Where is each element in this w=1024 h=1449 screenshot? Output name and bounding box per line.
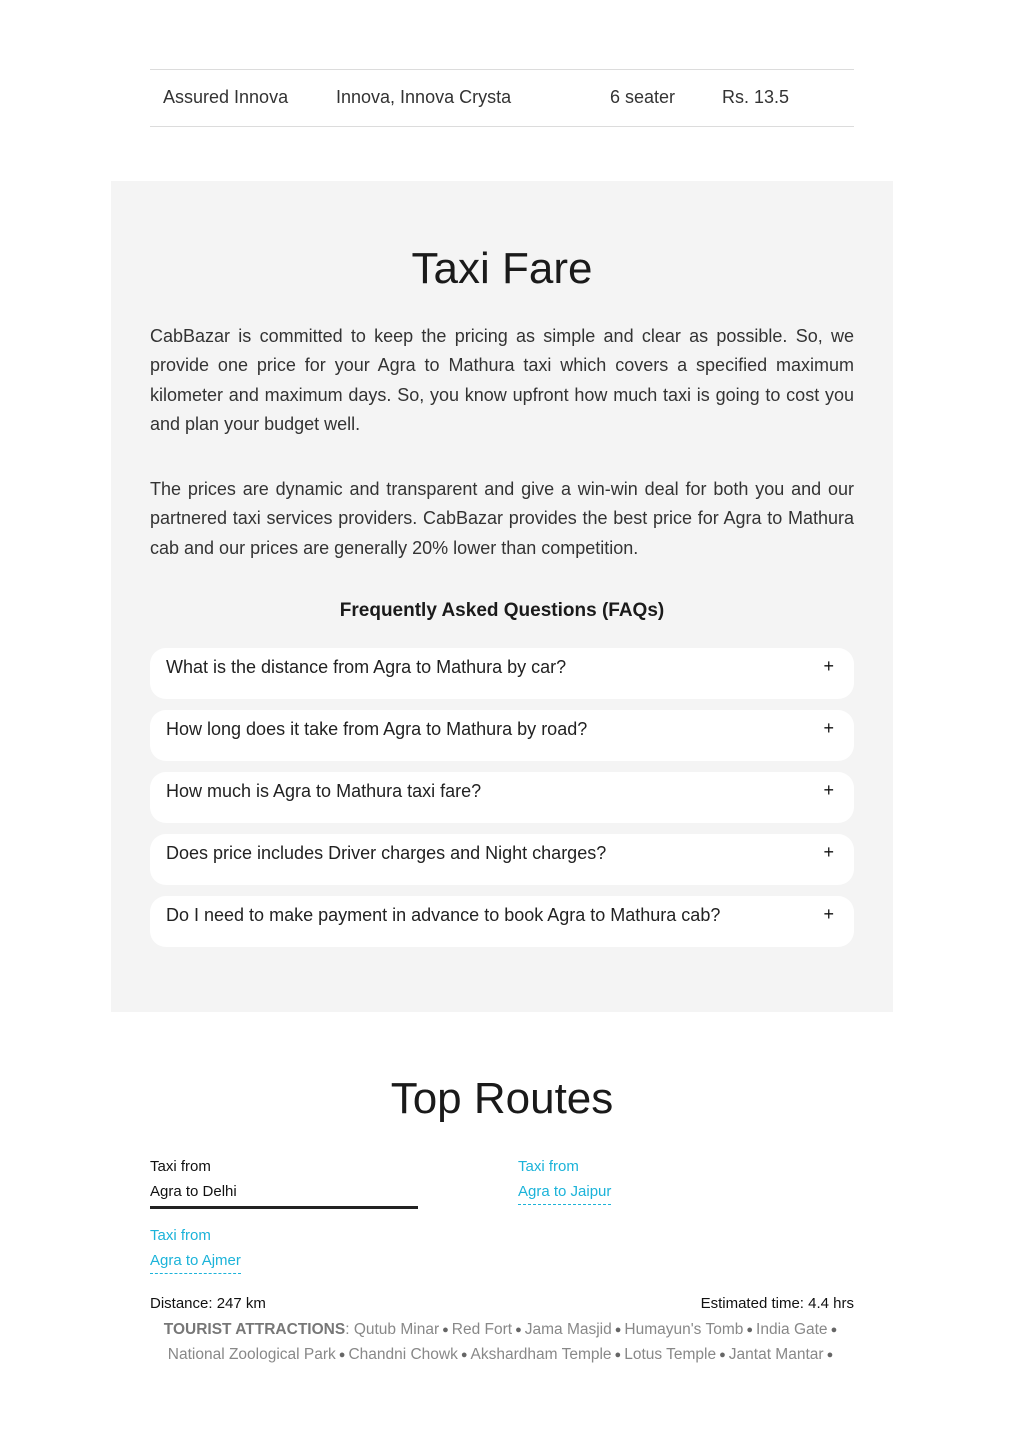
faq-question: Does price includes Driver charges and Night charges? xyxy=(166,843,607,863)
bullet-icon: ● xyxy=(719,1349,726,1361)
route-tab-line2: Agra to Delhi xyxy=(150,1183,237,1200)
route-tab-line1: Taxi from xyxy=(518,1158,579,1175)
attraction: Jama Masjid xyxy=(524,1321,612,1338)
route-tab-line1: Taxi from xyxy=(150,1227,211,1244)
route-tab-line2: Agra to Jaipur xyxy=(518,1183,612,1200)
attraction: Lotus Temple xyxy=(624,1346,717,1363)
expand-plus-icon[interactable]: + xyxy=(823,718,834,738)
bullet-icon: ● xyxy=(830,1324,838,1336)
route-tab-line2: Agra to Ajmer xyxy=(150,1252,241,1269)
faq-question: How much is Agra to Mathura taxi fare? xyxy=(166,781,482,801)
attraction: India Gate xyxy=(756,1321,828,1338)
expand-plus-icon[interactable]: + xyxy=(823,780,834,800)
route-tab-agra-jaipur[interactable] xyxy=(518,1154,611,1205)
bullet-icon: ● xyxy=(826,1349,834,1361)
cab-category: Assured Innova xyxy=(163,87,289,107)
route-estimated-time: Estimated time: 4.4 hrs xyxy=(700,1295,854,1312)
bullet-icon: ● xyxy=(338,1349,346,1361)
faq-item-charges[interactable] xyxy=(150,834,854,885)
fare-table-row xyxy=(150,69,854,127)
expand-plus-icon[interactable]: + xyxy=(823,842,834,862)
faq-item-distance[interactable] xyxy=(150,648,854,699)
attraction: Red Fort xyxy=(451,1321,513,1338)
bullet-icon: ● xyxy=(460,1349,468,1361)
attraction: Qutub Minar xyxy=(353,1321,440,1338)
bullet-icon: ● xyxy=(442,1324,449,1336)
faq-item-fare[interactable] xyxy=(150,772,854,823)
route-distance: Distance: 247 km xyxy=(150,1295,266,1312)
attraction: Jantat Mantar xyxy=(728,1346,824,1363)
faq-question: What is the distance from Agra to Mathura by car? xyxy=(166,657,567,677)
attraction: Humayun's Tomb xyxy=(624,1321,744,1338)
faq-question: How long does it take from Agra to Mathura by road? xyxy=(166,719,588,739)
attraction: Akshardham Temple xyxy=(470,1346,612,1363)
route-tab-line1: Taxi from xyxy=(150,1158,211,1175)
faq-question: Do I need to make payment in advance to book Agra to Mathura cab? xyxy=(166,905,721,925)
attraction: National Zoological Park xyxy=(167,1346,336,1363)
bullet-icon: ● xyxy=(614,1324,622,1336)
route-tab-agra-delhi[interactable] xyxy=(150,1154,418,1209)
bullet-icon: ● xyxy=(614,1349,622,1361)
faq-item-payment[interactable] xyxy=(150,896,854,947)
fare-paragraph-2: The prices are dynamic and transparent and give a win-win deal for both you and our partnered taxi services providers. CabBazar provides the best price for Agra to Mathura cab and our prices are generally 20% lower than competition. xyxy=(150,479,854,558)
tourist-attractions: TOURIST ATTRACTIONS: Qutub Minar ● Red Fort ● Jama Masjid ● Humayun's Tomb ● India Gate ● National Zoological Park ● Chandni Chowk ● Akshardham Temple ● Lotus Temple ● Jantat Mantar ● xyxy=(163,1321,838,1363)
route-tab-agra-ajmer[interactable] xyxy=(150,1223,241,1274)
taxi-fare-title: Taxi Fare xyxy=(411,244,593,293)
faq-heading: Frequently Asked Questions (FAQs) xyxy=(339,600,665,621)
attraction: Chandni Chowk xyxy=(348,1346,458,1363)
faq-item-duration[interactable] xyxy=(150,710,854,761)
cab-models: Innova, Innova Crysta xyxy=(336,87,512,107)
expand-plus-icon[interactable]: + xyxy=(823,656,834,676)
tourist-attractions-label: TOURIST ATTRACTIONS xyxy=(163,1321,346,1338)
fare-paragraph-1: CabBazar is committed to keep the pricing as simple and clear as possible. So, we provide one price for your Agra to Mathura taxi which covers a specified maximum kilometer and maximum days. So, you know upfront how much taxi is going to cost you and plan your budget well. xyxy=(150,326,854,434)
cab-rate: Rs. 13.5 xyxy=(722,87,790,107)
cab-seats: 6 seater xyxy=(610,87,676,107)
expand-plus-icon[interactable]: + xyxy=(823,904,834,924)
taxi-fare-section xyxy=(111,181,893,1012)
top-routes-title: Top Routes xyxy=(390,1074,614,1123)
bullet-icon: ● xyxy=(746,1324,754,1336)
bullet-icon: ● xyxy=(515,1324,522,1336)
